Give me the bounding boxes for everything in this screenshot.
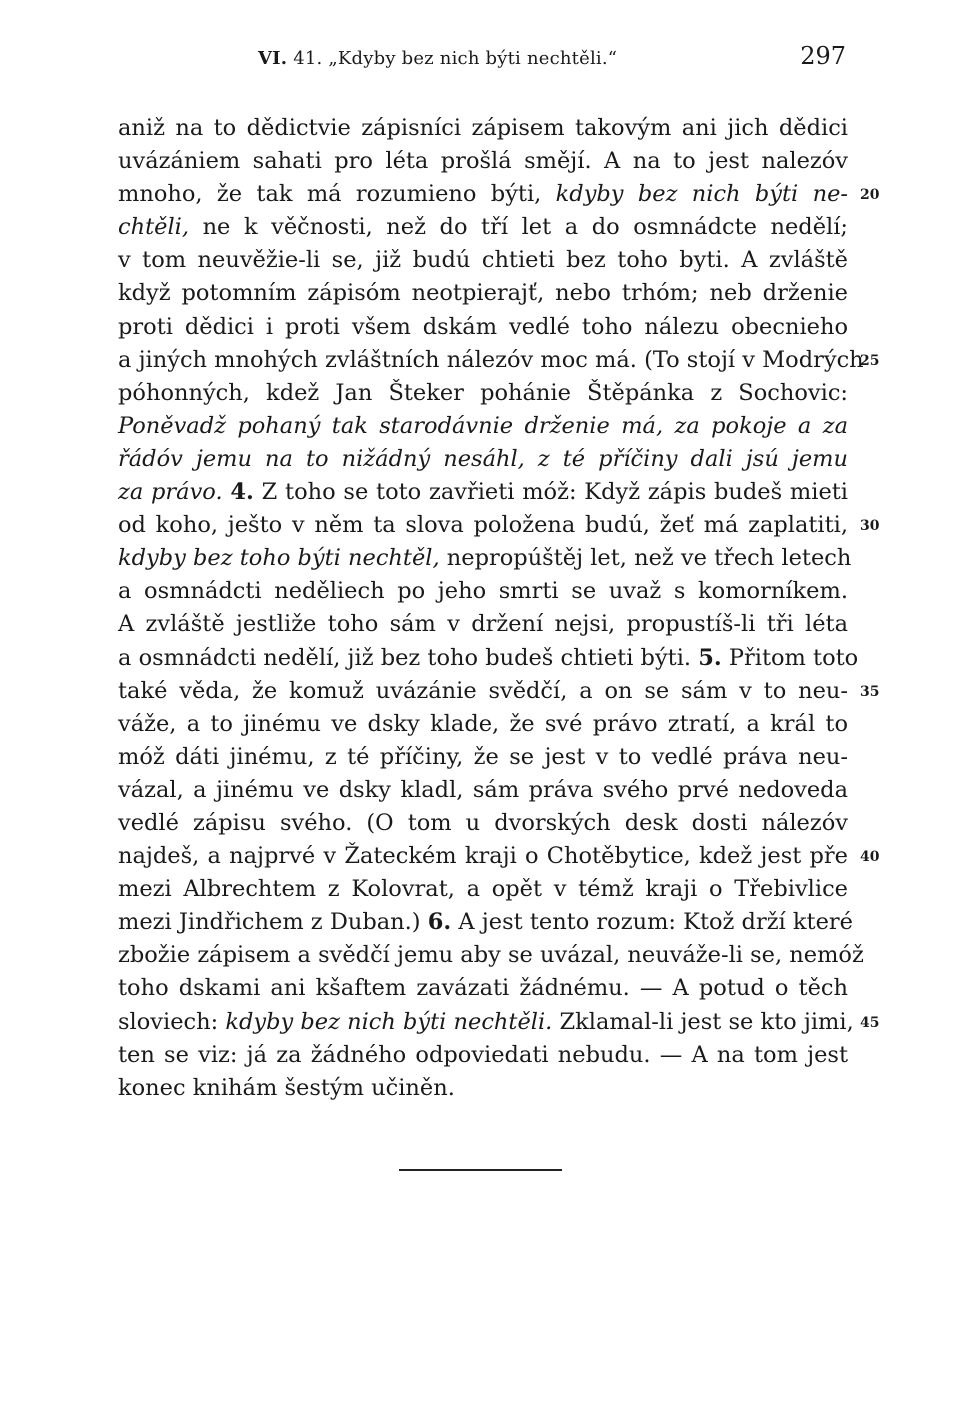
- text-line: [118, 377, 848, 410]
- text-line: [118, 112, 848, 145]
- text-segment: Zklamal-li jest se kto jimi,: [552, 1008, 854, 1035]
- text-line: [118, 575, 848, 608]
- text-line: [118, 211, 848, 244]
- paragraph-number: 6.: [427, 909, 452, 936]
- italic-phrase: řádóv jemu na to nižádný nesáhl, z té příčiny dali jsú jemu: [118, 445, 848, 472]
- text-segment: ne k věčnosti, než do tří let a do osmnádcte nedělí;: [189, 214, 848, 241]
- text-segment: když potomním zápisóm neotpierajť, nebo trhóm; neb drženie: [118, 280, 848, 307]
- text-segment: a jiných mnohých zvláštních nálezóv moc má. (To stojí v Modrých: [118, 346, 864, 373]
- text-line: [118, 906, 853, 939]
- text-segment: toho dskami ani kšaftem zavázati žádnému. — A potud o těch: [118, 975, 848, 1002]
- text-segment: od koho, ješto v něm ta slova položena budú, žeť má zaplatiti,: [118, 512, 848, 539]
- text-segment: ten se viz: já za žádného odpoviedati nebudu. — A na tom jest: [118, 1041, 848, 1068]
- margin-line-number: 25: [860, 352, 880, 369]
- text-line: [118, 774, 848, 807]
- text-line: [118, 311, 848, 344]
- text-segment: v tom neuvěžie-li se, již budú chtieti bez toho byti. A zvláště: [118, 247, 848, 274]
- margin-line-number: 40: [860, 849, 880, 866]
- text-segment: mnoho, že tak má rozumieno býti,: [118, 181, 556, 208]
- text-line: [118, 509, 848, 542]
- text-segment: zbožie zápisem a svědčí jemu aby se uvázal, neuváže-li se, nemóž: [118, 942, 864, 969]
- text-line: [118, 344, 864, 377]
- chapter-number: VI.: [258, 48, 288, 69]
- text-segment: A zvláště jestliže toho sám v držení nejsi, propustíš-li tři léta: [118, 611, 848, 638]
- text-segment: a osmnádcti nedělí, již bez toho budeš chtieti býti.: [118, 644, 699, 671]
- page-number: 297: [800, 42, 846, 70]
- text-segment: nepropúštěj let, než ve třech letech: [439, 545, 852, 572]
- text-segment: mezi Albrechtem z Kolovrat, a opět v témž kraji o Třebivlice: [118, 876, 848, 903]
- text-line: [118, 145, 848, 178]
- text-line: [118, 1006, 854, 1039]
- italic-phrase: Poněvadž pohaný tak starodávnie drženie má, za pokoje a za: [118, 412, 848, 439]
- text-segment: póhonných, kdež Jan Šteker pohánie Štěpánka z Sochovic:: [118, 379, 848, 406]
- text-line: [118, 1039, 848, 1072]
- text-line: [118, 178, 848, 211]
- text-line: [118, 642, 859, 675]
- margin-line-number: 30: [860, 518, 880, 535]
- text-line: [118, 675, 848, 708]
- text-segment: proti dědici i proti všem dskám vedlé toho nálezu obecnieho: [118, 313, 848, 340]
- text-line: [118, 608, 848, 641]
- text-segment: a osmnádcti neděliech po jeho smrti se uvaž s komorníkem.: [118, 578, 848, 605]
- text-line: [118, 1072, 848, 1105]
- paragraph-number: 4.: [230, 479, 254, 506]
- italic-phrase: kdyby bez nich býti nechtěli.: [225, 1008, 553, 1035]
- section-title: 41. „Kdyby bez nich býti nechtěli.“: [293, 48, 618, 69]
- page-header: [258, 42, 846, 82]
- text-line: [118, 244, 848, 277]
- italic-phrase: za právo.: [118, 479, 223, 506]
- text-segment: konec knihám šestým učiněn.: [118, 1074, 455, 1101]
- text-segment: móž dáti jinému, z té příčiny, že se jest v to vedlé práva neu-: [118, 743, 848, 770]
- italic-phrase: kdyby bez toho býti nechtěl,: [118, 545, 440, 572]
- text-line: [118, 741, 848, 774]
- text-line: [118, 972, 848, 1005]
- text-segment: vedlé zápisu svého. (O tom u dvorských desk dosti nálezóv: [118, 809, 848, 836]
- body-text: [118, 112, 864, 1105]
- text-segment: uvázániem sahati pro léta prošlá smějí. A na to jest nalezóv: [118, 148, 848, 175]
- text-line: [118, 476, 848, 509]
- running-head: [258, 48, 617, 69]
- text-segment: také věda, že komuž uvázánie svědčí, a on se sám v to neu-: [118, 677, 848, 704]
- italic-phrase: kdyby bez nich býti ne-: [555, 181, 848, 208]
- margin-line-number: 20: [860, 187, 880, 204]
- text-segment: A jest tento rozum: Ktož drží které: [451, 909, 853, 936]
- text-segment: váže, a to jinému ve dsky klade, že své právo ztratí, a král to: [118, 710, 848, 737]
- text-segment: vázal, a jinému ve dsky kladl, sám práva svého prvé nedoveda: [118, 776, 848, 803]
- text-line: [118, 939, 864, 972]
- text-line: [118, 840, 848, 873]
- text-line: [118, 708, 848, 741]
- paragraph-number: 5.: [698, 644, 722, 671]
- text-segment: sloviech:: [118, 1008, 226, 1035]
- text-segment: najdeš, a najprvé v Žateckém kraji o Chotěbytice, kdež jest pře: [118, 843, 848, 870]
- text-segment: aniž na to dědictvie zápisníci zápisem takovým ani jich dědici: [118, 115, 848, 141]
- text-line: [118, 410, 848, 443]
- margin-line-number: 35: [860, 683, 880, 700]
- text-line: [118, 807, 848, 840]
- text-segment: mezi Jindřichem z Duban.): [118, 909, 428, 936]
- italic-phrase: chtěli,: [118, 214, 189, 241]
- text-line: [118, 542, 852, 575]
- text-segment: Přitom toto: [721, 644, 859, 671]
- text-segment: Z toho se toto zavřieti móž: Když zápis budeš mieti: [253, 479, 848, 506]
- margin-line-number: 45: [860, 1014, 880, 1031]
- text-line: [118, 873, 848, 906]
- text-line: [118, 443, 848, 476]
- end-rule: [399, 1169, 562, 1171]
- text-line: [118, 277, 848, 310]
